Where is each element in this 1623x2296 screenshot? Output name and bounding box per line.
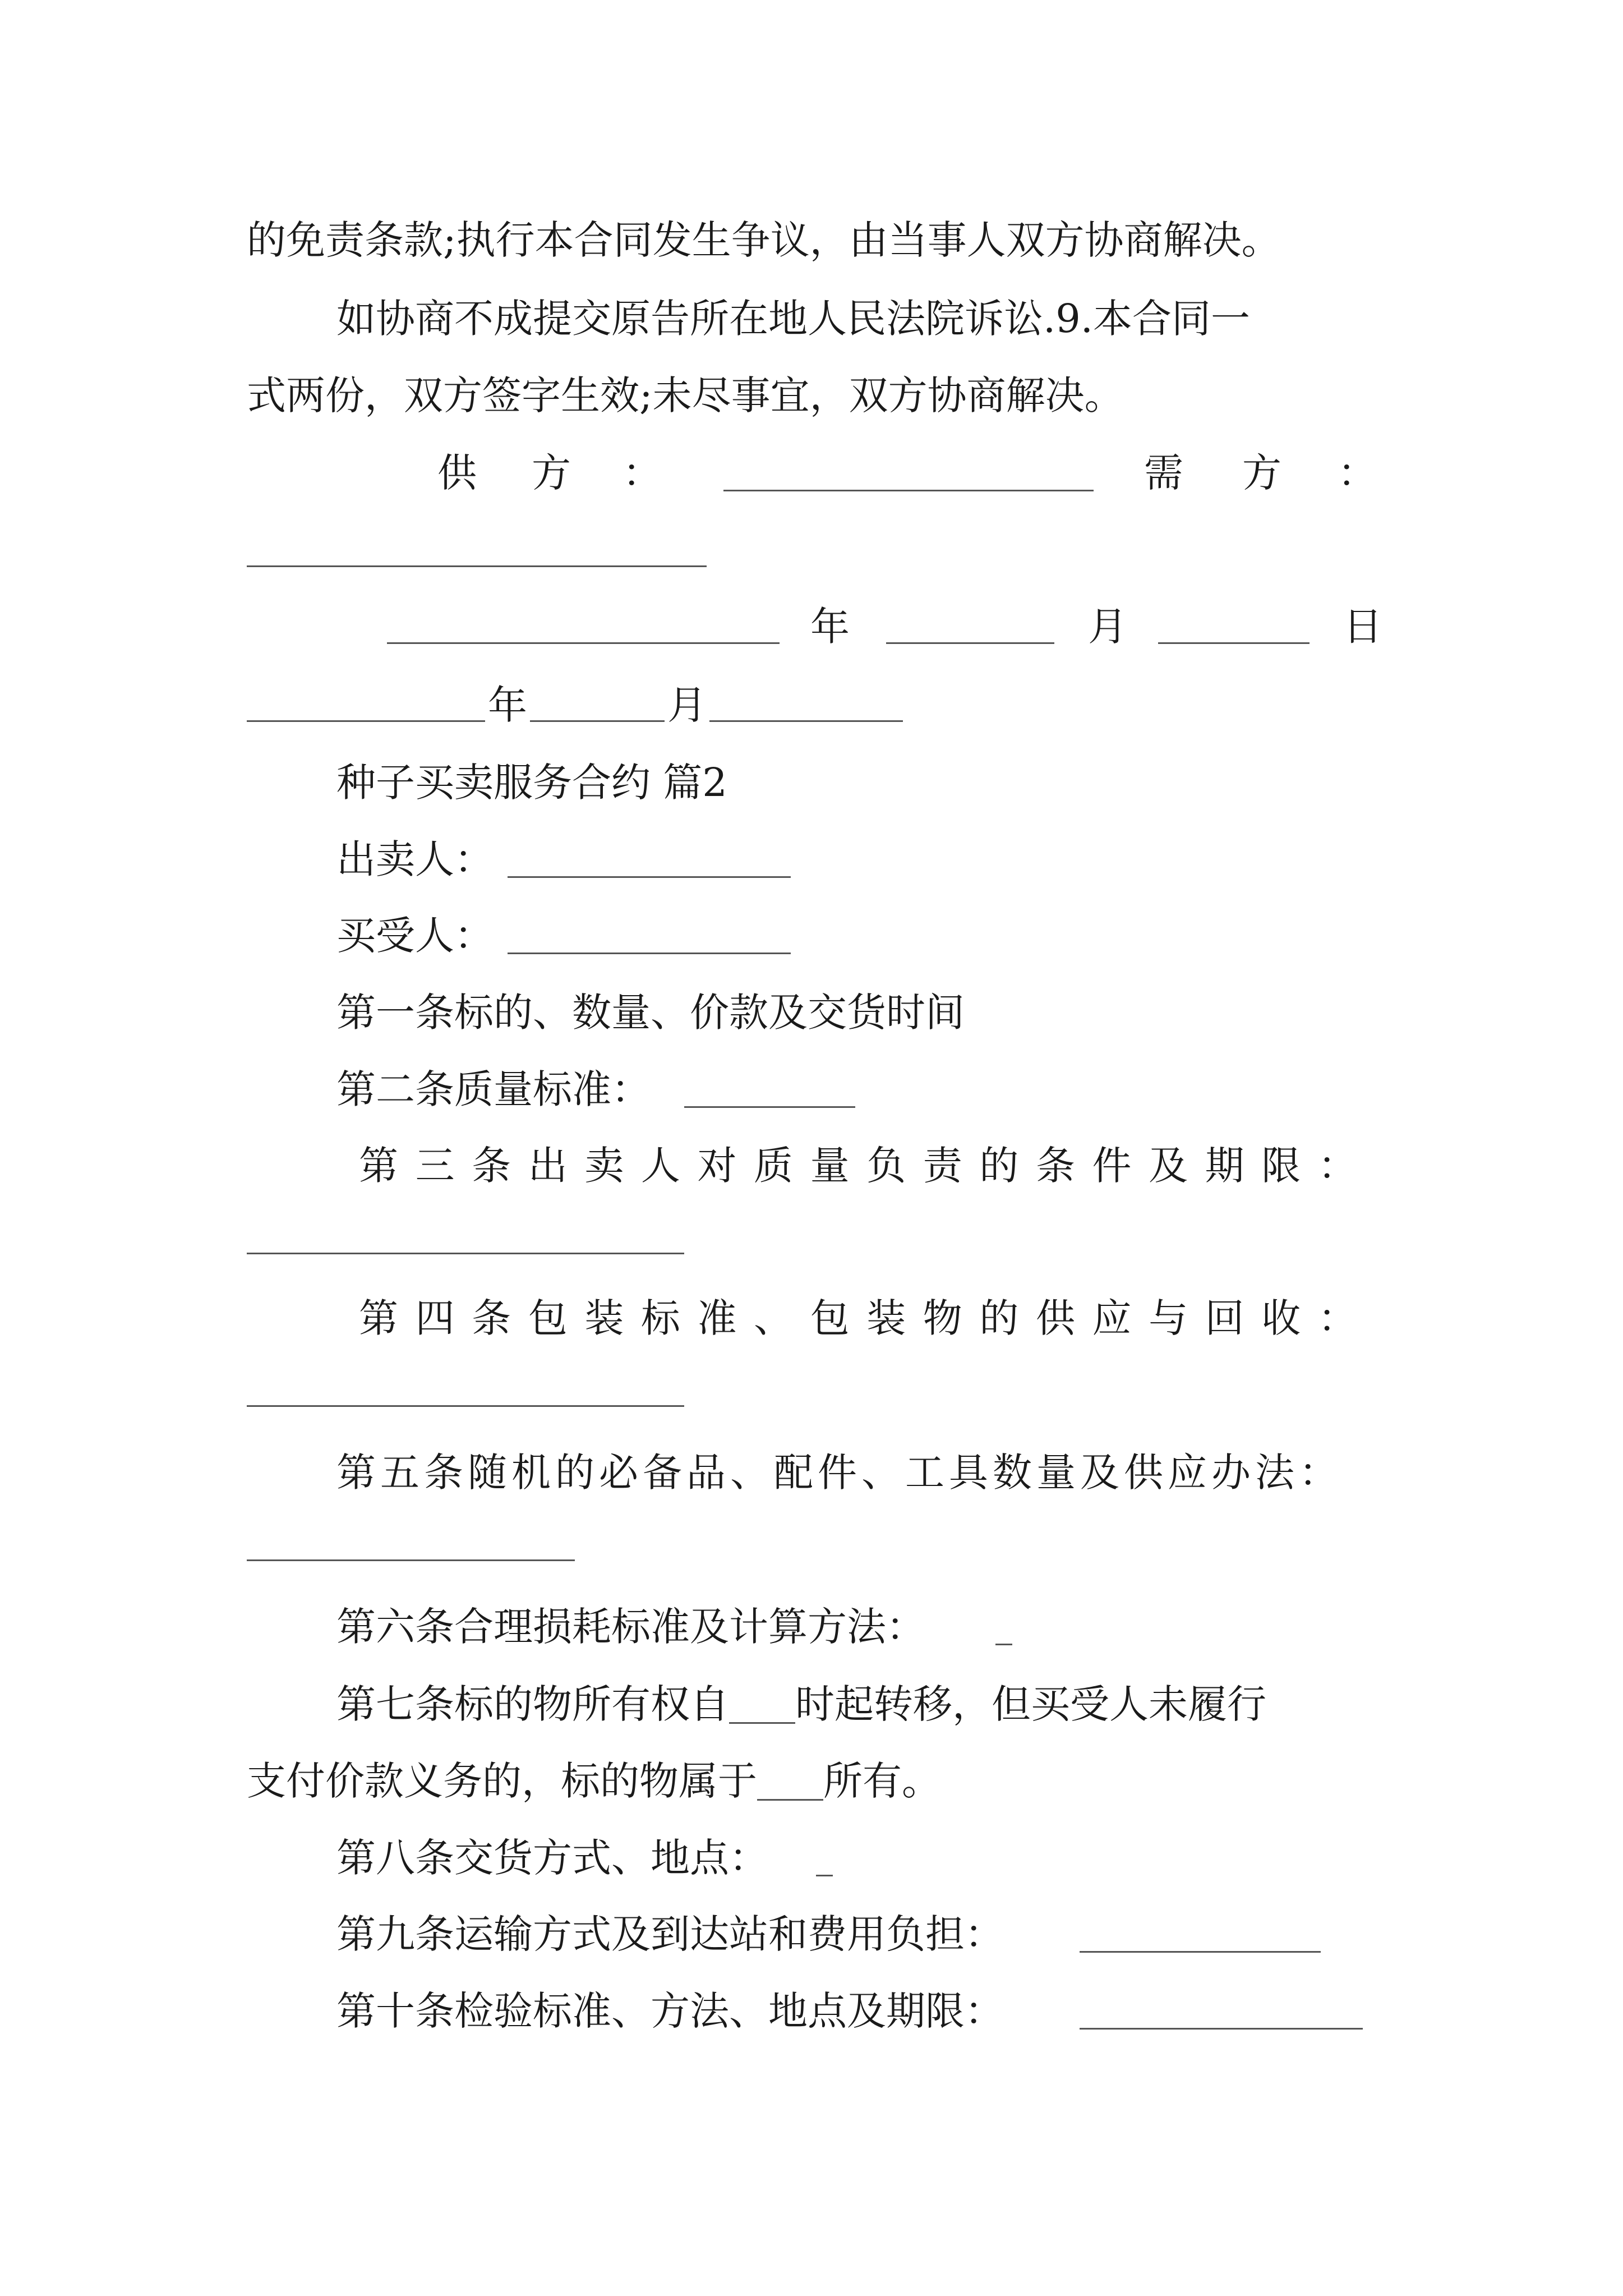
article-7-blank[interactable] <box>757 1764 823 1801</box>
article-10-blank[interactable] <box>1080 2028 1363 2030</box>
article-8: 第八条交货方式、地点： <box>336 1835 768 1881</box>
seller-label: 出卖人： <box>336 836 494 882</box>
month-blank[interactable] <box>530 720 665 722</box>
article-7-line: 支付价款义务的，标的物属于 所有。 <box>247 1758 941 1804</box>
article-2-blank[interactable] <box>684 1106 855 1108</box>
article-2: 第二条质量标准： <box>336 1066 651 1112</box>
seller-blank[interactable] <box>508 876 791 878</box>
article-3: 第 三 条 出 卖 人 对 质 量 负 责 的 条 件 及 期 限 ： <box>359 1143 1357 1189</box>
article-4-blank[interactable] <box>247 1405 684 1407</box>
year-blank[interactable] <box>247 720 485 722</box>
article-7-blank[interactable] <box>729 1687 795 1724</box>
buyer-label-char: 需 <box>1144 450 1183 496</box>
day-blank[interactable] <box>1158 642 1310 644</box>
month-label: 月 <box>667 682 707 728</box>
text-line: 式两份，双方签字生效;未尽事宜，双方协商解决。 <box>247 372 1124 418</box>
day-blank[interactable] <box>709 720 903 722</box>
text-line: 的免责条款;执行本合同发生争议，由当事人双方协商解决。 <box>247 217 1281 263</box>
year-blank[interactable] <box>387 642 780 644</box>
article-5-blank[interactable] <box>247 1559 575 1561</box>
section-heading: 种子买卖服务合约 篇2 <box>336 760 727 806</box>
supplier-label-char: 供 <box>437 450 477 496</box>
year-label: 年 <box>488 682 527 728</box>
article-7-line: 第七条标的物所有权自 时起转移，但买受人未履行 <box>336 1681 1266 1727</box>
supplier-signature-blank[interactable] <box>723 490 1094 491</box>
month-blank[interactable] <box>886 642 1054 644</box>
day-label: 日 <box>1343 604 1382 650</box>
article-1: 第一条标的、数量、价款及交货时间 <box>336 990 965 1036</box>
buyer-blank[interactable] <box>508 953 791 954</box>
article-3-blank[interactable] <box>247 1253 684 1254</box>
article-9: 第九条运输方式及到达站和费用负担： <box>336 1911 1004 1957</box>
article-6: 第六条合理损耗标准及计算方法： <box>336 1604 925 1650</box>
supplier-label-char: 方 <box>532 450 571 496</box>
buyer-label-colon: ： <box>1338 450 1377 496</box>
article-4: 第 四 条 包 装 标 准 、 包 装 物 的 供 应 与 回 收 ： <box>359 1295 1357 1341</box>
article-9-blank[interactable] <box>1080 1951 1321 1953</box>
text-line: 如协商不成提交原告所在地人民法院诉讼.9.本合同一 <box>336 296 1251 342</box>
article-6-blank[interactable] <box>995 1644 1012 1645</box>
buyer-label-char: 方 <box>1242 450 1281 496</box>
article-8-blank[interactable] <box>816 1875 833 1876</box>
year-label: 年 <box>810 604 850 650</box>
buyer-signature-blank[interactable] <box>247 565 707 567</box>
article-5: 第五条随机的必备品、配件、工具数量及供应办法： <box>336 1450 1343 1496</box>
month-label: 月 <box>1088 604 1127 650</box>
article-10: 第十条检验标准、方法、地点及期限： <box>336 1988 1004 2034</box>
supplier-label-colon: ： <box>623 450 662 496</box>
buyer-label: 买受人： <box>336 913 494 959</box>
